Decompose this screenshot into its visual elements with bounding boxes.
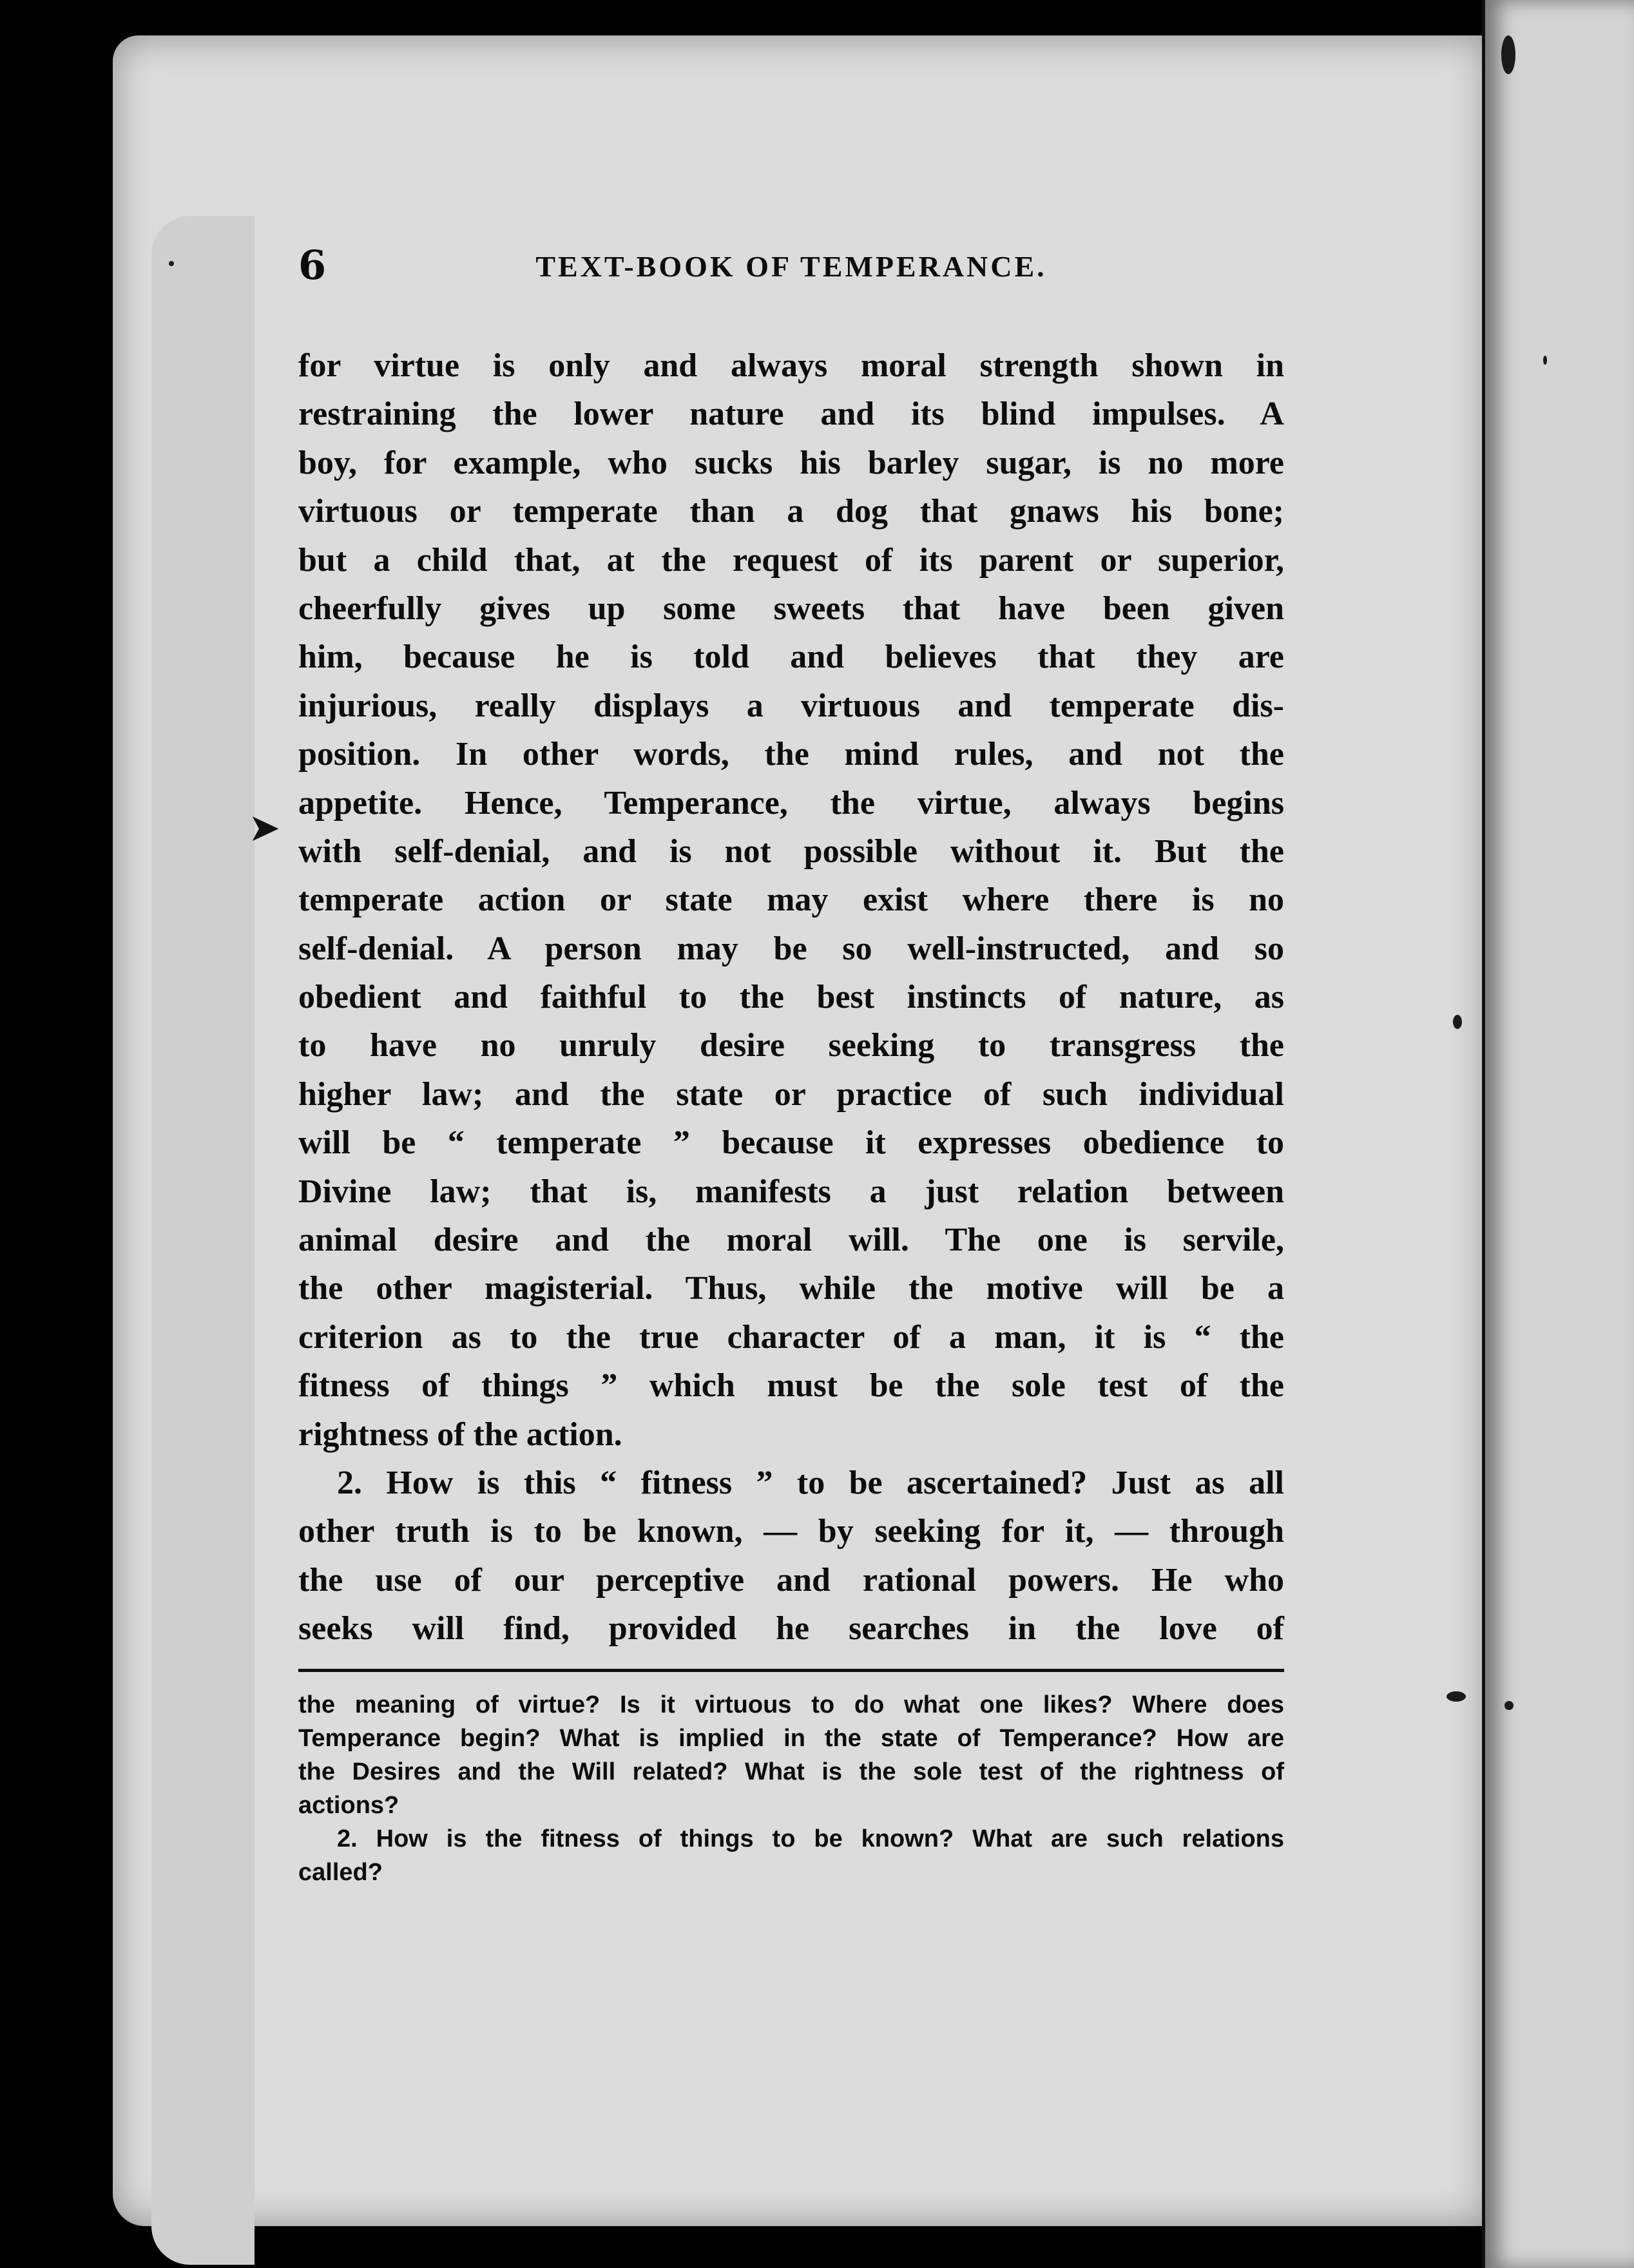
body-line: will be “ temperate ” because it expresses obedience to: [298, 1124, 1284, 1162]
body-line: for virtue is only and always moral strength shown in: [298, 347, 1284, 384]
scan-speck: [1543, 356, 1547, 365]
page-header: [298, 242, 1284, 300]
body-line: rightness of the action.: [298, 1416, 622, 1453]
scan-speck: [1447, 1691, 1466, 1702]
body-line: animal desire and the moral will. The one is servile,: [298, 1222, 1284, 1259]
body-line: virtuous or temperate than a dog that gnaws his bone;: [298, 493, 1284, 530]
body-line: him, because he is told and believes that they are: [298, 639, 1284, 676]
running-title: TEXT-BOOK OF TEMPERANCE.: [535, 250, 1047, 283]
body-line: higher law; and the state or practice of such individual: [298, 1075, 1284, 1113]
question-line: actions?: [298, 1792, 399, 1819]
question-line: Temperance begin? What is implied in the state of Temperance? How are: [298, 1725, 1284, 1752]
question-line: the Desires and the Will related? What is the sole test of the rightness of: [298, 1758, 1284, 1785]
facing-page-edge: [1485, 0, 1634, 2268]
body-line: criterion as to the true character of a man, it is “ the: [298, 1318, 1284, 1356]
body-line: seeks will find, provided he searches in the love of: [298, 1610, 1284, 1648]
page-number: 6: [298, 242, 327, 289]
scan-speck: [1453, 1015, 1462, 1029]
body-line: obedient and faithful to the best instincts of nature, as: [298, 979, 1284, 1016]
body-line: but a child that, at the request of its parent or superior,: [298, 541, 1284, 579]
question-line: called?: [298, 1859, 383, 1886]
body-line: other truth is to be known, — by seeking for it, — through: [298, 1513, 1284, 1550]
body-line: Divine law; that is, manifests a just relation between: [298, 1173, 1284, 1210]
scan-speck: [1501, 35, 1515, 74]
page-fold: [151, 216, 255, 2265]
body-line: the use of our perceptive and rational powers. He who: [298, 1561, 1284, 1599]
body-line: fitness of things ” which must be the sole test of the: [298, 1367, 1284, 1405]
body-line: cheerfully gives up some sweets that have been given: [298, 590, 1284, 627]
body-line: to have no unruly desire seeking to transgress the: [298, 1027, 1284, 1064]
body-line: temperate action or state may exist where there is no: [298, 881, 1284, 919]
question-line: 2. How is the fitness of things to be known? What are such relations: [337, 1825, 1284, 1852]
body-line: appetite. Hence, Temperance, the virtue, always begins: [298, 784, 1284, 822]
scan-speck: [169, 261, 174, 266]
margin-mark-icon: ➤: [248, 805, 281, 850]
body-line: self-denial. A person may be so well-instructed, and so: [298, 930, 1284, 967]
body-line: position. In other words, the mind rules, and not the: [298, 736, 1284, 773]
body-line: the other magisterial. Thus, while the motive will be a: [298, 1270, 1284, 1307]
footnote-divider: [298, 1669, 1284, 1672]
body-text: [298, 341, 1284, 1653]
study-questions: [298, 1688, 1284, 1889]
scan-speck: [1504, 1701, 1514, 1710]
body-line: with self-denial, and is not possible without it. But the: [298, 832, 1284, 870]
body-line: boy, for example, who sucks his barley sugar, is no more: [298, 444, 1284, 481]
body-line: 2. How is this “ fitness ” to be ascertained? Just as all: [337, 1464, 1284, 1501]
body-line: injurious, really displays a virtuous and temperate dis-: [298, 687, 1284, 724]
question-line: the meaning of virtue? Is it virtuous to do what one likes? Where does: [298, 1691, 1284, 1718]
body-line: restraining the lower nature and its blind impulses. A: [298, 396, 1284, 433]
